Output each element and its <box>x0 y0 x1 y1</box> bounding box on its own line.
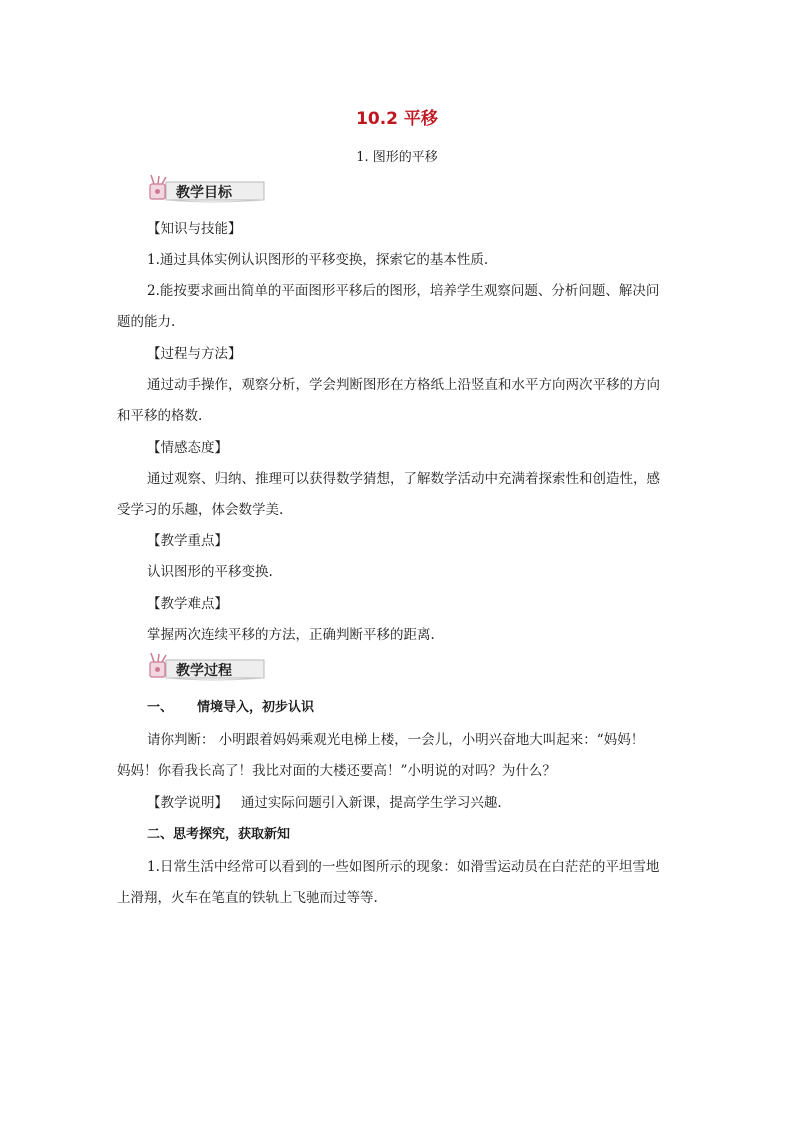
knowledge-item-2-line2: 题的能力. <box>117 314 176 330</box>
teaching-note <box>147 791 687 811</box>
question-line2: 妈妈！你看我长高了！我比对面的大楼还要高！”小明说的对吗？为什么？ <box>117 763 556 779</box>
process-heading: 【过程与方法】 <box>147 346 242 362</box>
teaching-note-text: 通过实际问题引入新课，提高学生学习兴趣. <box>240 795 502 811</box>
pen-holder-icon <box>150 175 166 199</box>
page-subtitle: 1. 图形的平移 <box>356 150 438 165</box>
knowledge-item-2-line1: 2.能按要求画出简单的平面图形平移后的图形，培养学生观察问题、分析问题、解决问 <box>147 283 660 299</box>
badge-graphic <box>146 652 270 682</box>
badge-graphic <box>146 174 270 204</box>
question-line1: 请你判断： 小明跟着妈妈乘观光电梯上楼，一会儿，小明兴奋地大叫起来：“妈妈！ <box>147 732 645 748</box>
section-2-heading: 二、思考探究，获取新知 <box>147 827 291 842</box>
focus-text: 认识图形的平移变换. <box>147 564 273 580</box>
knowledge-item-1: 1.通过具体实例认识图形的平移变换，探索它的基本性质. <box>147 252 489 268</box>
pen-holder-icon <box>150 653 166 677</box>
badge-label: 教学过程 <box>176 663 232 679</box>
badge-label: 教学目标 <box>176 185 232 201</box>
difficulty-heading: 【教学难点】 <box>147 596 228 612</box>
section-1-heading <box>147 696 687 715</box>
section-badge-process <box>146 652 270 682</box>
difficulty-text: 掌握两次连续平移的方法，正确判断平移的距离. <box>147 627 435 643</box>
process-text-line1: 通过动手操作，观察分析，学会判断图形在方格纸上沿竖直和水平方向两次平移的方向 <box>147 377 660 393</box>
emotion-text-line2: 受学习的乐趣，体会数学美. <box>117 502 284 518</box>
emotion-heading: 【情感态度】 <box>147 440 228 456</box>
section-1-title: 情境导入，初步认识 <box>197 700 315 715</box>
explore-line2: 上滑翔，火车在笔直的铁轨上飞驰而过等等. <box>117 890 378 906</box>
process-text-line2: 和平移的格数. <box>117 408 203 424</box>
emotion-text-line1: 通过观察、归纳、推理可以获得数学猜想，了解数学活动中充满着探索性和创造性，感 <box>147 471 660 487</box>
explore-line1: 1.日常生活中经常可以看到的一些如图所示的现象：如滑雪运动员在白茫茫的平坦雪地 <box>147 859 660 875</box>
knowledge-heading: 【知识与技能】 <box>147 221 242 237</box>
page-title: 10.2 平移 <box>356 109 438 129</box>
section-badge-goals <box>146 174 270 204</box>
section-1-number: 一、 <box>147 700 174 715</box>
focus-heading: 【教学重点】 <box>147 533 228 549</box>
teaching-note-label: 【教学说明】 <box>147 795 228 811</box>
